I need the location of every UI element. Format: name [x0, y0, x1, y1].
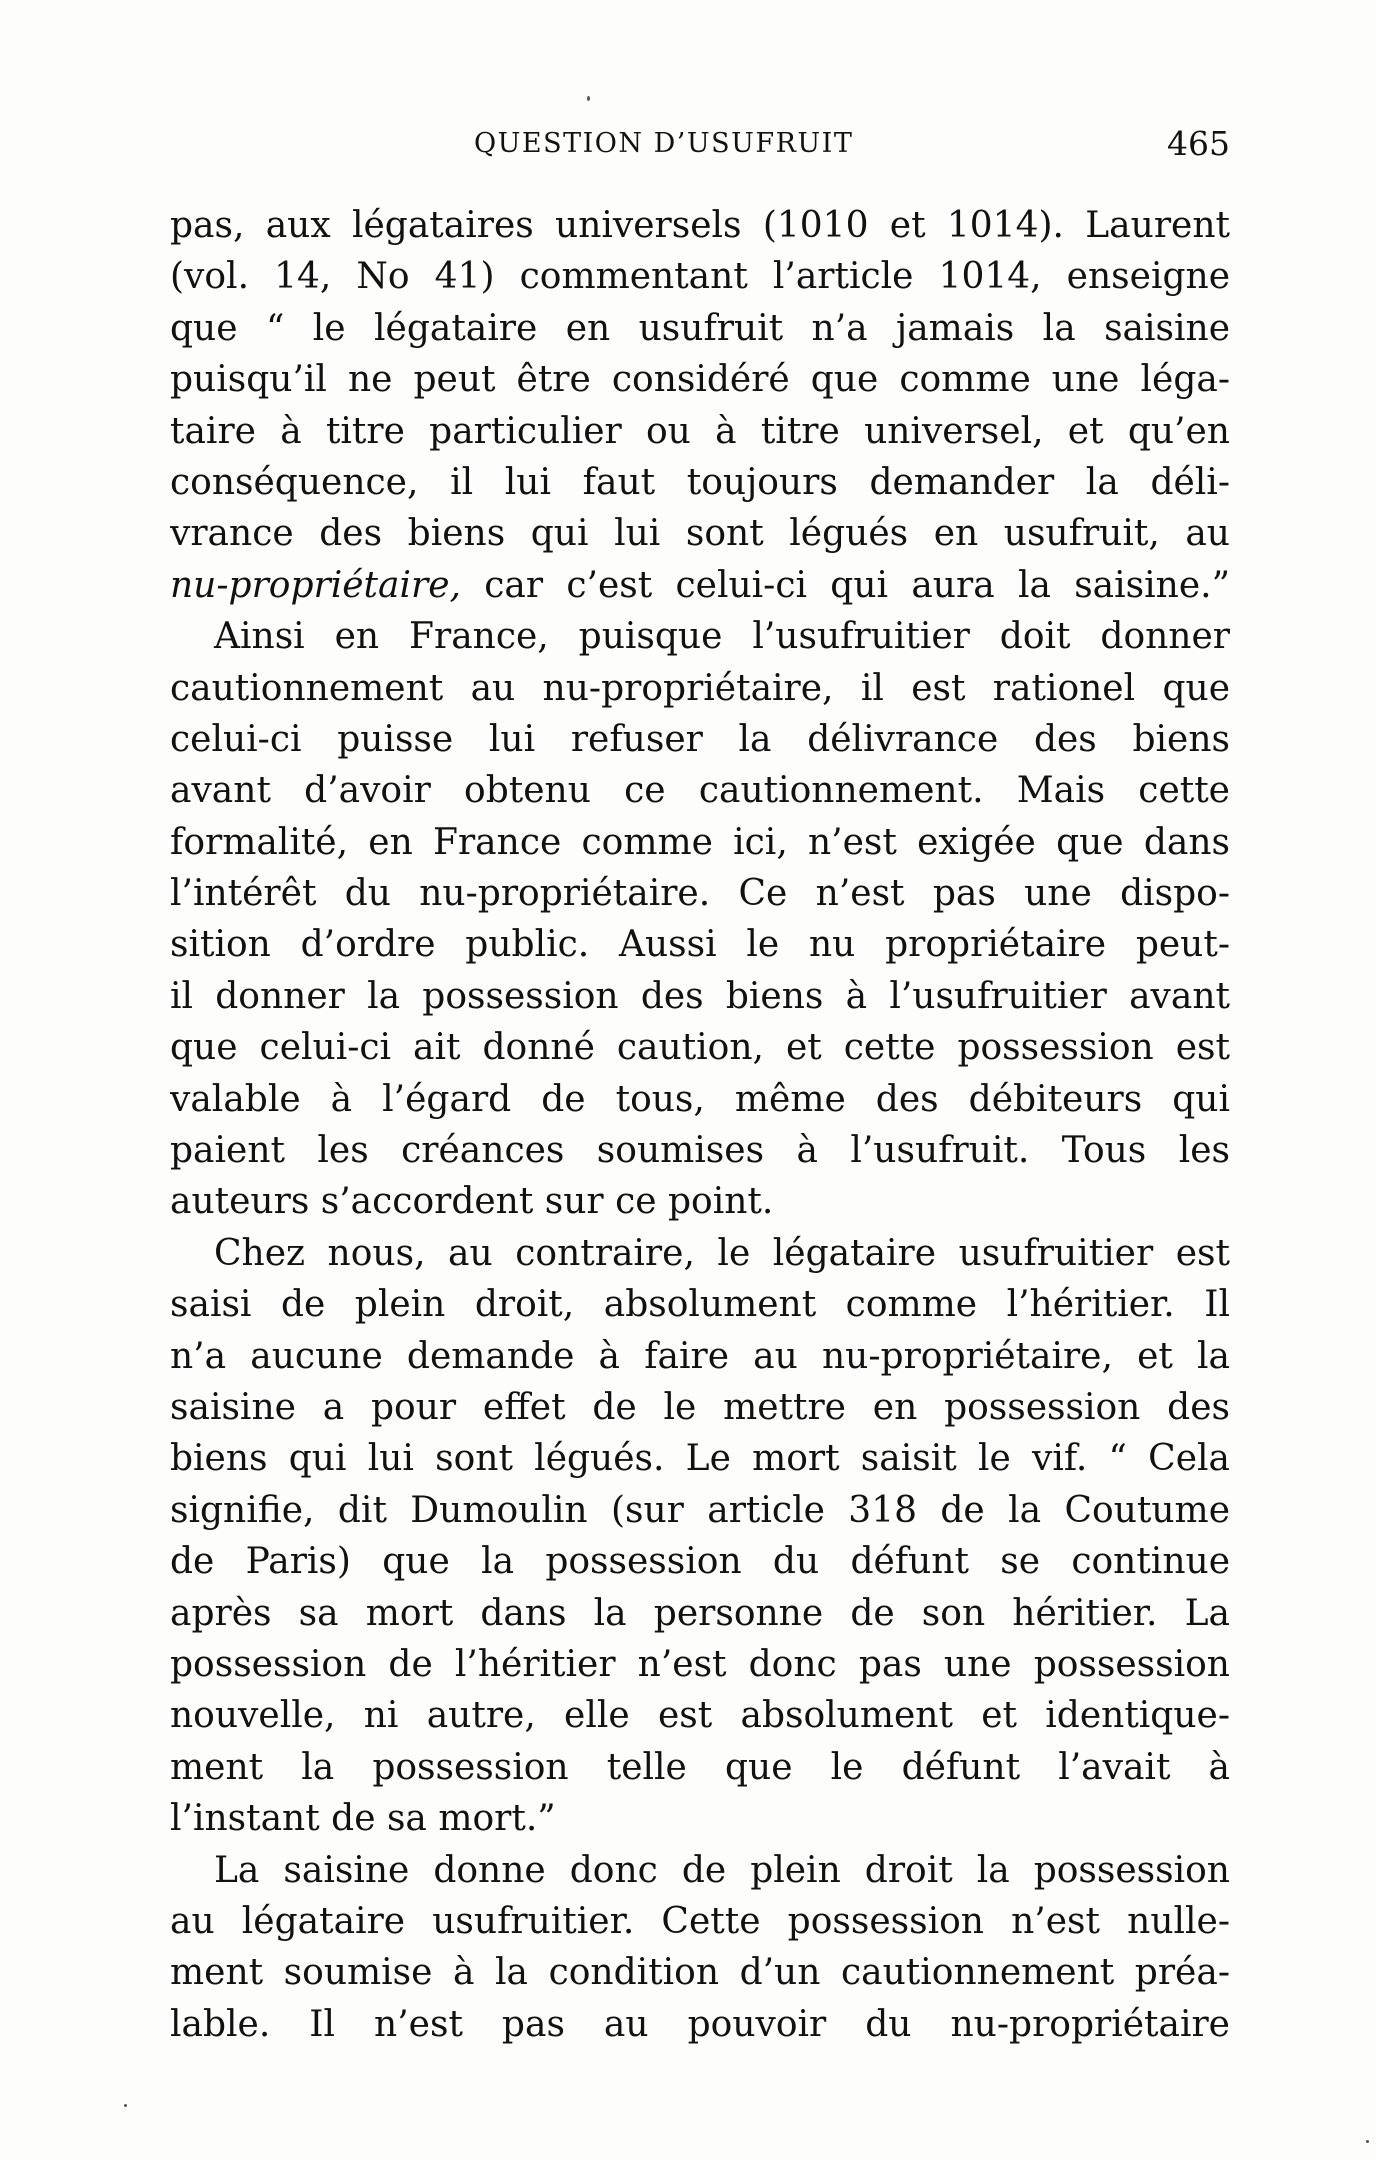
paragraph-start-line: Ainsi en France, puisque l’usufruitier doit donner — [214, 616, 1230, 658]
ink-speck — [587, 96, 590, 101]
paragraph-start-line: Chez nous, au contraire, le légataire usufruitier est — [214, 1232, 1230, 1274]
text-line: possession de l’héritier n’est donc pas une possession — [170, 1643, 1230, 1685]
text-line: sition d’ordre public. Aussi le nu propriétaire peut- — [170, 924, 1230, 966]
text-line: ment la possession telle que le défunt l’avait à — [170, 1746, 1230, 1788]
text-line: que celui-ci ait donné caution, et cette possession est — [170, 1027, 1230, 1069]
italic-term: nu-propriétaire, — [170, 564, 461, 606]
paragraph-start-line: La saisine donne donc de plein droit la possession — [214, 1849, 1230, 1891]
ink-speck — [1366, 2140, 1369, 2143]
text-line: au légataire usufruitier. Cette possession n’est nulle- — [170, 1900, 1230, 1942]
text-span: car c’est celui-ci qui aura la saisine.” — [460, 564, 1230, 606]
text-line: conséquence, il lui faut toujours demander la déli- — [170, 461, 1230, 503]
text-line: signifie, dit Dumoulin (sur article 318 de la Coutume — [170, 1489, 1230, 1531]
text-line: avant d’avoir obtenu ce cautionnement. Mais cette — [170, 770, 1230, 812]
text-line: celui-ci puisse lui refuser la délivrance des biens — [170, 718, 1230, 760]
text-line: taire à titre particulier ou à titre universel, et qu’en — [170, 410, 1230, 452]
text-line: biens qui lui sont légués. Le mort saisit le vif. “ Cela — [170, 1438, 1230, 1480]
text-line: nouvelle, ni autre, elle est absolument et identique- — [170, 1695, 1230, 1737]
text-line: n’a aucune demande à faire au nu-propriétaire, et la — [170, 1335, 1230, 1377]
text-line: saisi de plein droit, absolument comme l’héritier. Il — [170, 1284, 1230, 1326]
text-line: il donner la possession des biens à l’usufruitier avant — [170, 975, 1230, 1017]
page-header — [170, 124, 1230, 164]
text-line: vrance des biens qui lui sont légués en usufruit, au — [170, 513, 1230, 555]
text-line: de Paris) que la possession du défunt se continue — [170, 1541, 1230, 1583]
text-line: puisqu’il ne peut être considéré que comme une léga- — [170, 359, 1230, 401]
text-line: que “ le légataire en usufruit n’a jamais la saisine — [170, 307, 1230, 349]
page-number: 465 — [1167, 124, 1230, 163]
paragraph-end-line: l’instant de sa mort.” — [170, 1798, 556, 1840]
ink-speck — [124, 2104, 127, 2107]
text-line: formalité, en France comme ici, n’est exigée que dans — [170, 821, 1230, 863]
text-line: pas, aux légataires universels (1010 et 1014). Laurent — [170, 205, 1230, 246]
text-line: après sa mort dans la personne de son héritier. La — [170, 1592, 1230, 1634]
text-line: l’intérêt du nu-propriétaire. Ce n’est pas une dispo- — [170, 873, 1230, 915]
text-line: (vol. 14, No 41) commentant l’article 1014, enseigne — [170, 256, 1230, 298]
text-line: valable à l’égard de tous, même des débiteurs qui — [170, 1078, 1230, 1120]
running-title: QUESTION D’USUFRUIT — [474, 128, 854, 159]
paragraph-end-line: auteurs s’accordent sur ce point. — [170, 1181, 774, 1223]
text-line — [170, 560, 1230, 611]
text-line: paient les créances soumises à l’usufruit. Tous les — [170, 1130, 1230, 1172]
text-line: cautionnement au nu-propriétaire, il est rationel que — [170, 667, 1230, 709]
text-line: lable. Il n’est pas au pouvoir du nu-propriétaire — [170, 2003, 1230, 2045]
text-line: ment soumise à la condition d’un cautionnement préa- — [170, 1952, 1230, 1994]
text-line: saisine a pour effet de le mettre en possession des — [170, 1386, 1230, 1428]
body-text — [170, 200, 1230, 2050]
